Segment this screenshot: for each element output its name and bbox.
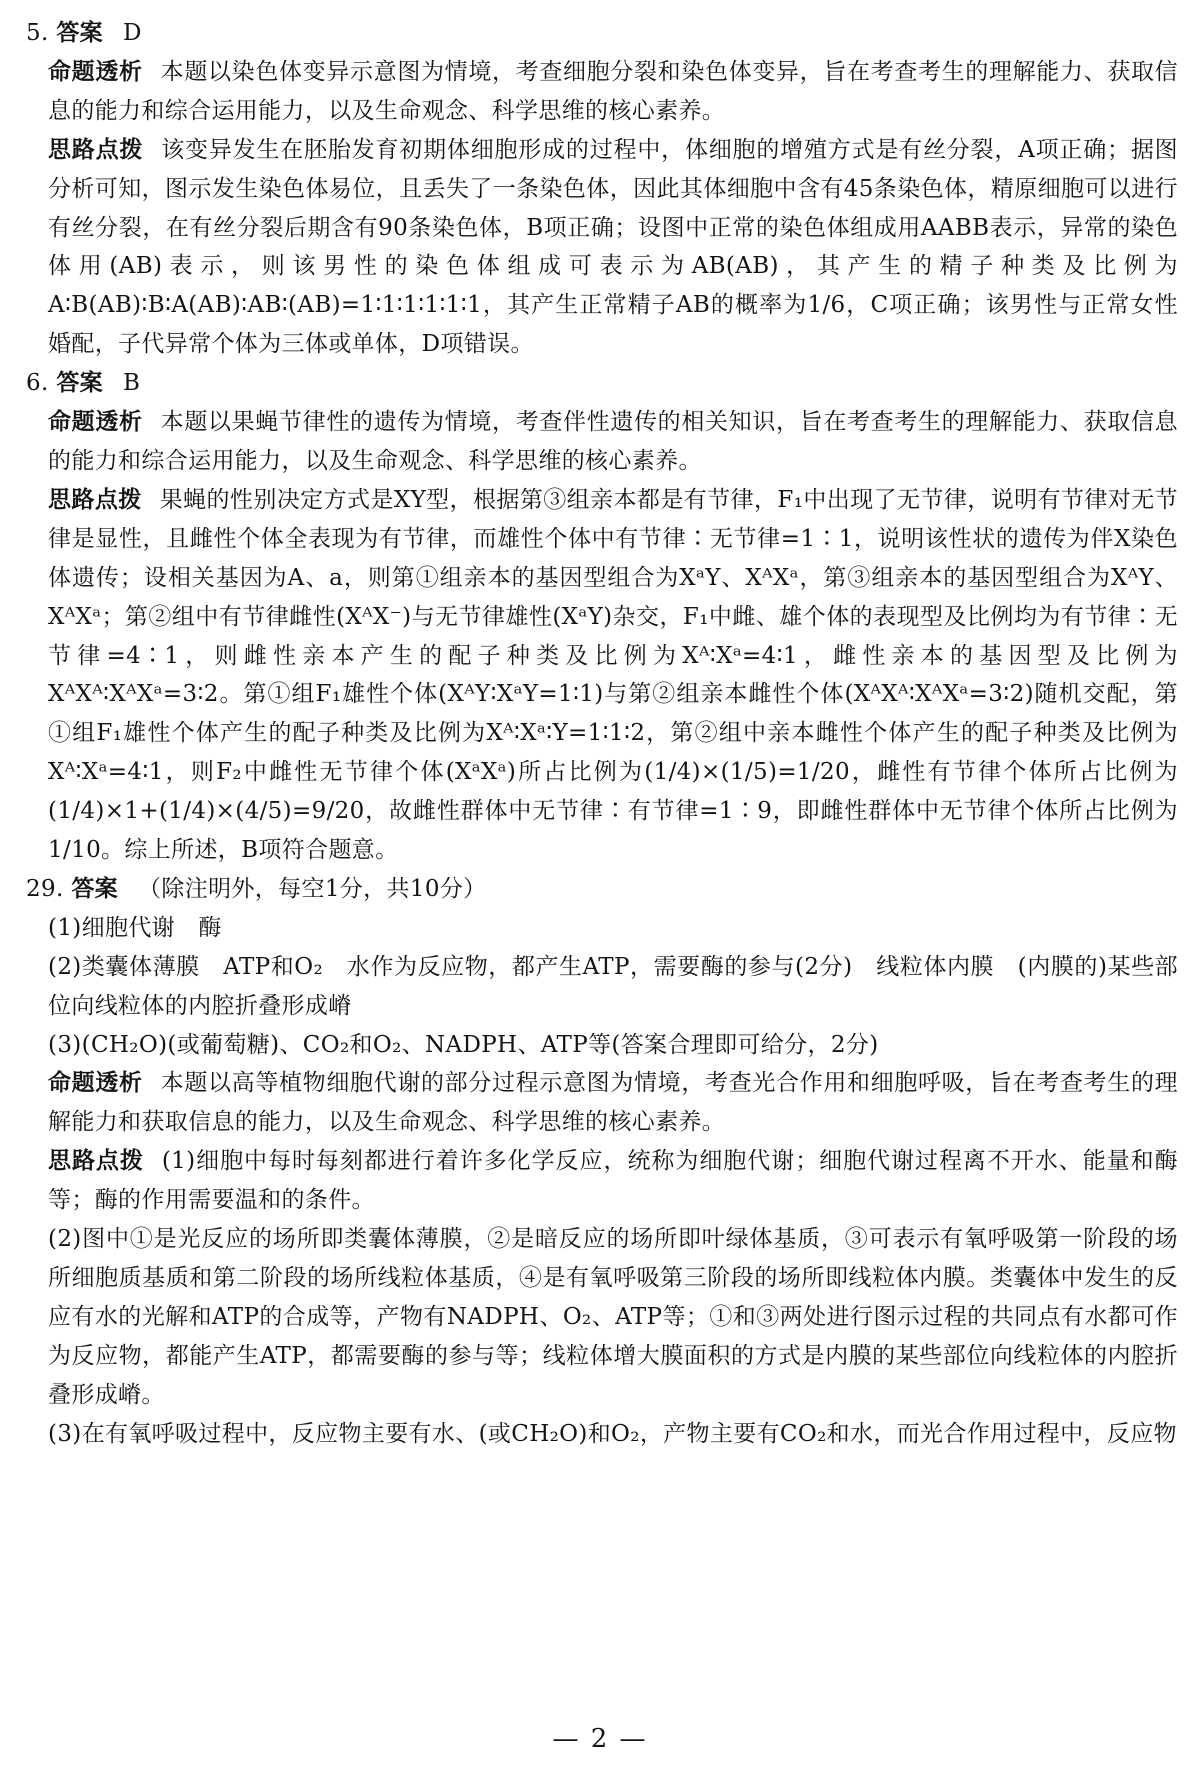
q5-number: 5. [26, 20, 49, 46]
question-6 [26, 364, 1178, 870]
q29-answer-1: (1)细胞代谢 酶 [48, 914, 222, 941]
page-number: — 2 — [552, 1724, 648, 1754]
q29-hint-label: 思路点拨 [48, 1148, 144, 1175]
q29-intent [26, 1064, 1178, 1142]
q6-hint-label: 思路点拨 [48, 486, 142, 513]
q29-intent-text: 本题以高等植物细胞代谢的部分过程示意图为情境，考查光合作用和细胞呼吸，旨在考查考生的理解能力和获取信息的能力，以及生命观念、科学思维的核心素养。 [48, 1070, 1178, 1136]
q29-hint-1 [26, 1142, 1178, 1220]
q5-answer: D [123, 20, 142, 46]
q5-hint [26, 131, 1178, 364]
q5-answer-line [26, 14, 1178, 53]
q29-intent-label: 命题透析 [48, 1070, 143, 1097]
q29-hint-2: (2)图中①是光反应的场所即类囊体薄膜，②是暗反应的场所即叶绿体基质，③可表示有氧呼吸第一阶段的场所细胞质基质和第二阶段的场所线粒体基质，④是有氧呼吸第三阶段的场所即线粒体内膜。类囊体中发生的反应有水的光解和ATP的合成等，产物有NADPH、O₂、ATP等；①和③两处进行图示过程的共同点有水都可作为反应物，都能产生ATP，都需要酶的参与等；线粒体增大膜面积的方式是内膜的某些部位向线粒体的内腔折叠形成嵴。 [48, 1226, 1178, 1408]
q5-hint-label: 思路点拨 [48, 136, 144, 163]
q29-number: 29. [26, 875, 64, 902]
q6-intent-text: 本题以果蝇节律性的遗传为情境，考查伴性遗传的相关知识，旨在考查考生的理解能力、获取信息的能力和综合运用能力，以及生命观念、科学思维的核心素养。 [48, 409, 1178, 474]
q29-answer-3: (3)(CH₂O)(或葡萄糖)、CO₂和O₂、NADPH、ATP等(答案合理即可给分，2分) [48, 1031, 879, 1058]
q6-hint-text: 果蝇的性别决定方式是XY型，根据第③组亲本都是有节律，F₁中出现了无节律，说明有节律对无节律是显性，且雌性个体全表现为有节律，而雄性个体中有节律∶无节律=1∶1，说明该性状的遗传为伴X染色体遗传；设相关基因为A、a，则第①组亲本的基因型组合为XᵃY、XᴬXᵃ，第③组亲本的基因型组合为XᴬY、XᴬXᵃ；第②组中有节律雌性(XᴬX⁻)与无节律雄性(XᵃY)杂交，F₁中雌、雄个体的表现型及比例均为有节律∶无节律=4∶1，则雌性亲本产生的配子种类及比例为Xᴬ∶Xᵃ=4∶1，雌性亲本的基因型及比例为XᴬXᴬ∶XᴬXᵃ=3∶2。第①组F₁雄性个体(XᴬY∶XᵃY=1∶1)与第②组亲本雌性个体(XᴬXᴬ∶XᴬXᵃ=3∶2)随机交配，第①组F₁雄性个体产生的配子种类及比例为Xᴬ∶Xᵃ∶Y=1∶1∶2，第②组中亲本雌性个体产生的配子种类及比例为Xᴬ∶Xᵃ=4∶1，则F₂中雌性无节律个体(XᵃXᵃ)所占比例为(1/4)×(1/5)=1/20，雌性有节律个体所占比例为(1/4)×1+(1/4)×(4/5)=9/20，故雌性群体中无节律∶有节律=1∶9，即雌性群体中无节律个体所占比例为1/10。综上所述，B项符合题意。 [48, 486, 1178, 864]
q6-answer: B [123, 370, 141, 397]
q6-intent-label: 命题透析 [48, 409, 143, 436]
q29-answer-label: 答案 [71, 875, 119, 902]
q5-intent [26, 53, 1178, 131]
q6-number: 6. [26, 370, 49, 397]
q6-hint [26, 481, 1178, 870]
q6-answer-line [26, 364, 1178, 403]
q29-answer-line [26, 870, 1178, 909]
q5-answer-label: 答案 [56, 20, 104, 46]
q5-hint-text: 该变异发生在胚胎发育初期体细胞形成的过程中，体细胞的增殖方式是有丝分裂，A项正确；据图分析可知，图示发生染色体易位，且丢失了一条染色体，因此其体细胞中含有45条染色体，精原细胞可以进行有丝分裂，在有丝分裂后期含有90条染色体，B项正确；设图中正常的染色体组成用AABB表示，异常的染色体用(AB)表示，则该男性的染色体组成可表示为AB(AB)，其产生的精子种类及比例为A∶B(AB)∶B∶A(AB)∶AB∶(AB)=1∶1∶1∶1∶1∶1，其产生正常精子AB的概率为1/6，C项正确；该男性与正常女性婚配，子代异常个体为三体或单体，D项错误。 [48, 136, 1178, 358]
question-5 [26, 14, 1178, 364]
q29-hint-1-text: (1)细胞中每时每刻都进行着许多化学反应，统称为细胞代谢；细胞代谢过程离不开水、能量和酶等；酶的作用需要温和的条件。 [48, 1148, 1178, 1214]
q5-intent-label: 命题透析 [48, 58, 143, 85]
q29-hint-3: (3)在有氧呼吸过程中，反应物主要有水、(或CH₂O)和O₂，产物主要有CO₂和水，而光合作用过程中，反应物 [48, 1420, 1177, 1447]
q6-answer-label: 答案 [56, 370, 104, 397]
q5-intent-text: 本题以染色体变异示意图为情境，考查细胞分裂和染色体变异，旨在考查考生的理解能力、获取信息的能力和综合运用能力，以及生命观念、科学思维的核心素养。 [48, 58, 1178, 124]
q29-answer-note: （除注明外，每空1分，共10分） [138, 875, 487, 902]
q29-answer-2: (2)类囊体薄膜 ATP和O₂ 水作为反应物，都产生ATP，需要酶的参与(2分) 线粒体内膜 (内膜的)某些部位向线粒体的内腔折叠形成嵴 [48, 953, 1178, 1019]
q6-intent [26, 403, 1178, 481]
question-29 [26, 870, 1178, 1454]
